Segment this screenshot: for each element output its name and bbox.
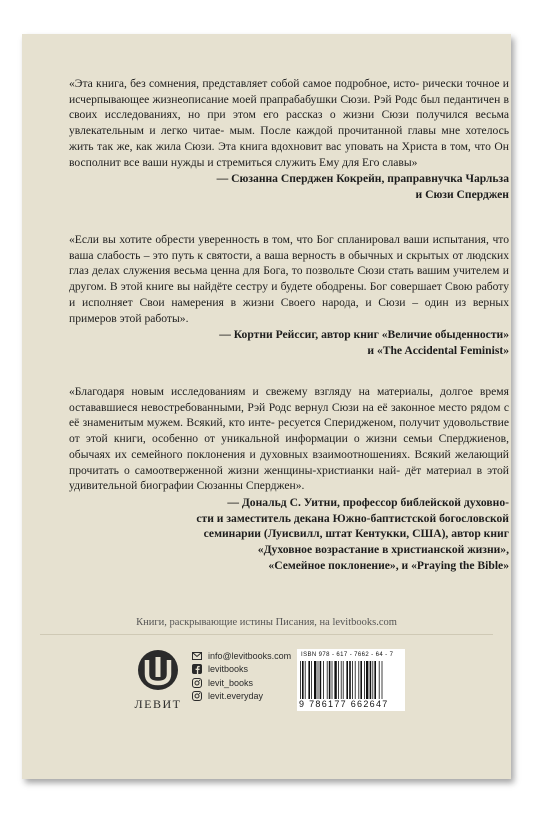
barcode-area xyxy=(297,649,405,711)
instagram-icon xyxy=(192,678,202,688)
barcode-bar xyxy=(343,661,344,699)
back-cover xyxy=(22,34,511,779)
barcode-bar xyxy=(382,661,383,699)
barcode-bar xyxy=(355,661,356,699)
facebook-icon xyxy=(192,664,202,674)
footer-divider xyxy=(40,634,493,635)
barcode-bar xyxy=(366,661,368,699)
quote-1-attribution: — Сюзанна Сперджен Кокрейн, праправнучка Чарльза и Сюзи Сперджен xyxy=(216,172,509,201)
publisher-tagline: Книги, раскрывающие истины Писания, на levitbooks.com xyxy=(136,617,397,628)
barcode-bar xyxy=(329,661,331,699)
barcode-bar xyxy=(364,661,365,699)
barcode-bar xyxy=(370,661,372,699)
barcode-bar xyxy=(311,661,312,699)
barcode-icon xyxy=(299,661,403,699)
barcode-bar xyxy=(372,661,373,699)
barcode-bar xyxy=(352,661,353,699)
barcode-bar xyxy=(349,661,351,699)
mail-icon xyxy=(192,651,202,661)
levit-logo-icon xyxy=(132,646,184,716)
logo-wordmark: ЛЕВИТ xyxy=(134,697,182,711)
quote-1 xyxy=(69,76,509,203)
barcode-number: 9 786177 662647 xyxy=(299,699,389,709)
barcode-bar xyxy=(300,661,301,699)
barcode-bar xyxy=(360,661,362,699)
barcode-bar xyxy=(302,661,304,699)
quote-3-text: «Благодаря новым исследованиям и свежему взгляду на материалы, долгое время остававшиеся невостребованными, Рэй Родс вернул Сюзи на её законное место рядом с её знаменитым мужем. Всякий, кто инте- ресуется Сперидженом, получит удовольствие от этой книги, особенно от уникальной информации о жизни семьи Сперджиенов, обычаях их семейного поклонения и духовных взаимоотношениях. Всякий желающий прочитать о самоотверженной жизни женщины-христианки най- дёт материал в этой удивительной биографии Сюзанны Сперджен». xyxy=(69,385,509,493)
barcode-bar xyxy=(314,661,316,699)
barcode-bar xyxy=(318,661,319,699)
barcode-bar xyxy=(334,661,336,699)
quote-3 xyxy=(69,384,509,573)
barcode-bar xyxy=(346,661,348,699)
contact-list xyxy=(192,649,291,703)
barcode-bar xyxy=(332,661,333,699)
barcode-bar xyxy=(338,661,339,699)
publisher-logo xyxy=(132,646,184,716)
instagram-icon xyxy=(192,691,202,701)
barcode-bar xyxy=(341,661,342,699)
quote-2-attribution: — Кортни Рейссиг, автор книг «Величие обыденности» и «The Accidental Feminist» xyxy=(219,328,509,357)
contact-facebook[interactable]: levitbooks xyxy=(192,663,291,677)
barcode-bar xyxy=(374,661,376,699)
contact-instagram-books[interactable]: levit_books xyxy=(192,676,291,690)
quote-1-text: «Эта книга, без сомнения, представляет собой самое подробное, исто- рически точное и исчерпывающее жизнеописание моей прапрабабушки Сюзи. Рэй Родс был педантичен в своих исследованиях, но при этом его рассказ о жизни Сюзи получился весьма увлекательным и легко читае- мым. После каждой прочитанной главы мне хотелось жить так же, как жила Сюзи. Эта книга вдохновит вас уповать на Христа в том, что Он восполнит все ваши нужды и стремиться служить Ему для Его славы» xyxy=(69,77,510,169)
barcode-bar xyxy=(327,661,328,699)
contact-email[interactable]: info@levitbooks.com xyxy=(192,649,291,663)
barcode-bar xyxy=(305,661,306,699)
barcode-bar xyxy=(308,661,310,699)
barcode-bar xyxy=(379,661,380,699)
barcode-bar xyxy=(323,661,324,699)
quote-2 xyxy=(69,232,509,359)
contact-instagram-everyday[interactable]: levit.everyday xyxy=(192,690,291,704)
barcode-bar xyxy=(320,661,322,699)
isbn-text: ISBN 978 - 617 - 7662 - 64 - 7 xyxy=(301,652,394,658)
quote-2-text: «Если вы хотите обрести уверенность в том, что Бог спланировал ваши испытания, что ваша слабость – это путь к святости, а ваша верность в обычных и скрытых от людских глаз делах служения весьма ценна для Бога, то позвольте Сюзи стать вашим учителем и другом. В этой книге вы найдёте сестру и будете ободрены. Бог совершает Свою работу и исполняет Свои намерения в жизни Своего народа, и Сюзи – один из верных примеров этой работы». xyxy=(69,233,510,325)
barcode-bar xyxy=(358,661,359,699)
quote-3-attribution: — Дональд С. Уитни, профессор библейской духовно- сти и заместитель декана Южно-баптистской богословской семинарии (Луисвилл, штат Кентукки, США), автор книг «Духовное возрастание в христианской жизни», «Семейное поклонение», и «Praying the Bible» xyxy=(196,495,509,572)
